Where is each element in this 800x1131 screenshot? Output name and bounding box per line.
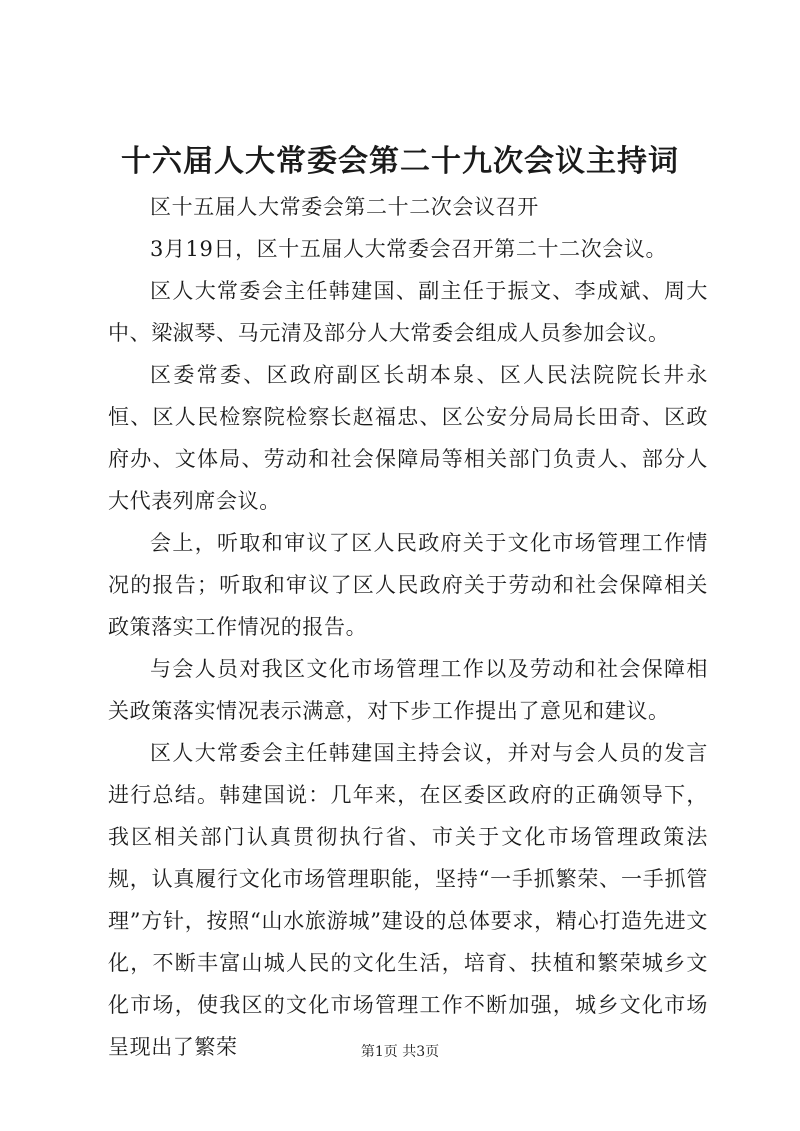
paragraph-7: 区人大常委会主任韩建国主持会议，并对与会人员的发言进行总结。韩建国说：几年来，在区委区政府的正确领导下，我区相关部门认真贯彻执行省、市关于文化市场管理政策法规，认真履行文化市场管理职能，坚持“一手抓繁荣、一手抓管理”方针，按照“山水旅游城”建设的总体要求，精心打造先进文化，不断丰富山城人民的文化生活，培育、扶植和繁荣城乡文化市场，使我区的文化市场管理工作不断加强，城乡文化市场呈现出了繁荣 xyxy=(108,741,708,1059)
paragraph-4: 区委常委、区政府副区长胡本泉、区人民法院院长井永恒、区人民检察院检察长赵福忠、区公安分局局长田奇、区政府办、文体局、劳动和社会保障局等相关部门负责人、部分人大代表列席会议。 xyxy=(108,363,708,513)
paragraph-5: 会上，听取和审议了区人民政府关于文化市场管理工作情况的报告；听取和审议了区人民政府关于劳动和社会保障相关政策落实工作情况的报告。 xyxy=(108,531,708,639)
document-body xyxy=(108,186,708,1068)
page-number-footer: 第1页 共3页 xyxy=(360,1044,440,1060)
paragraph-3: 区人大常委会主任韩建国、副主任于振文、李成斌、周大中、梁淑琴、马元清及部分人大常委会组成人员参加会议。 xyxy=(108,279,708,345)
paragraph-1: 区十五届人大常委会第二十二次会议召开 xyxy=(150,195,539,219)
document-title: 十六届人大常委会第二十九次会议主持词 xyxy=(121,144,679,179)
paragraph-6: 与会人员对我区文化市场管理工作以及劳动和社会保障相关政策落实情况表示满意，对下步工作提出了意见和建议。 xyxy=(108,657,708,723)
paragraph-2: 3月19日，区十五届人大常委会召开第二十二次会议。 xyxy=(150,237,668,261)
